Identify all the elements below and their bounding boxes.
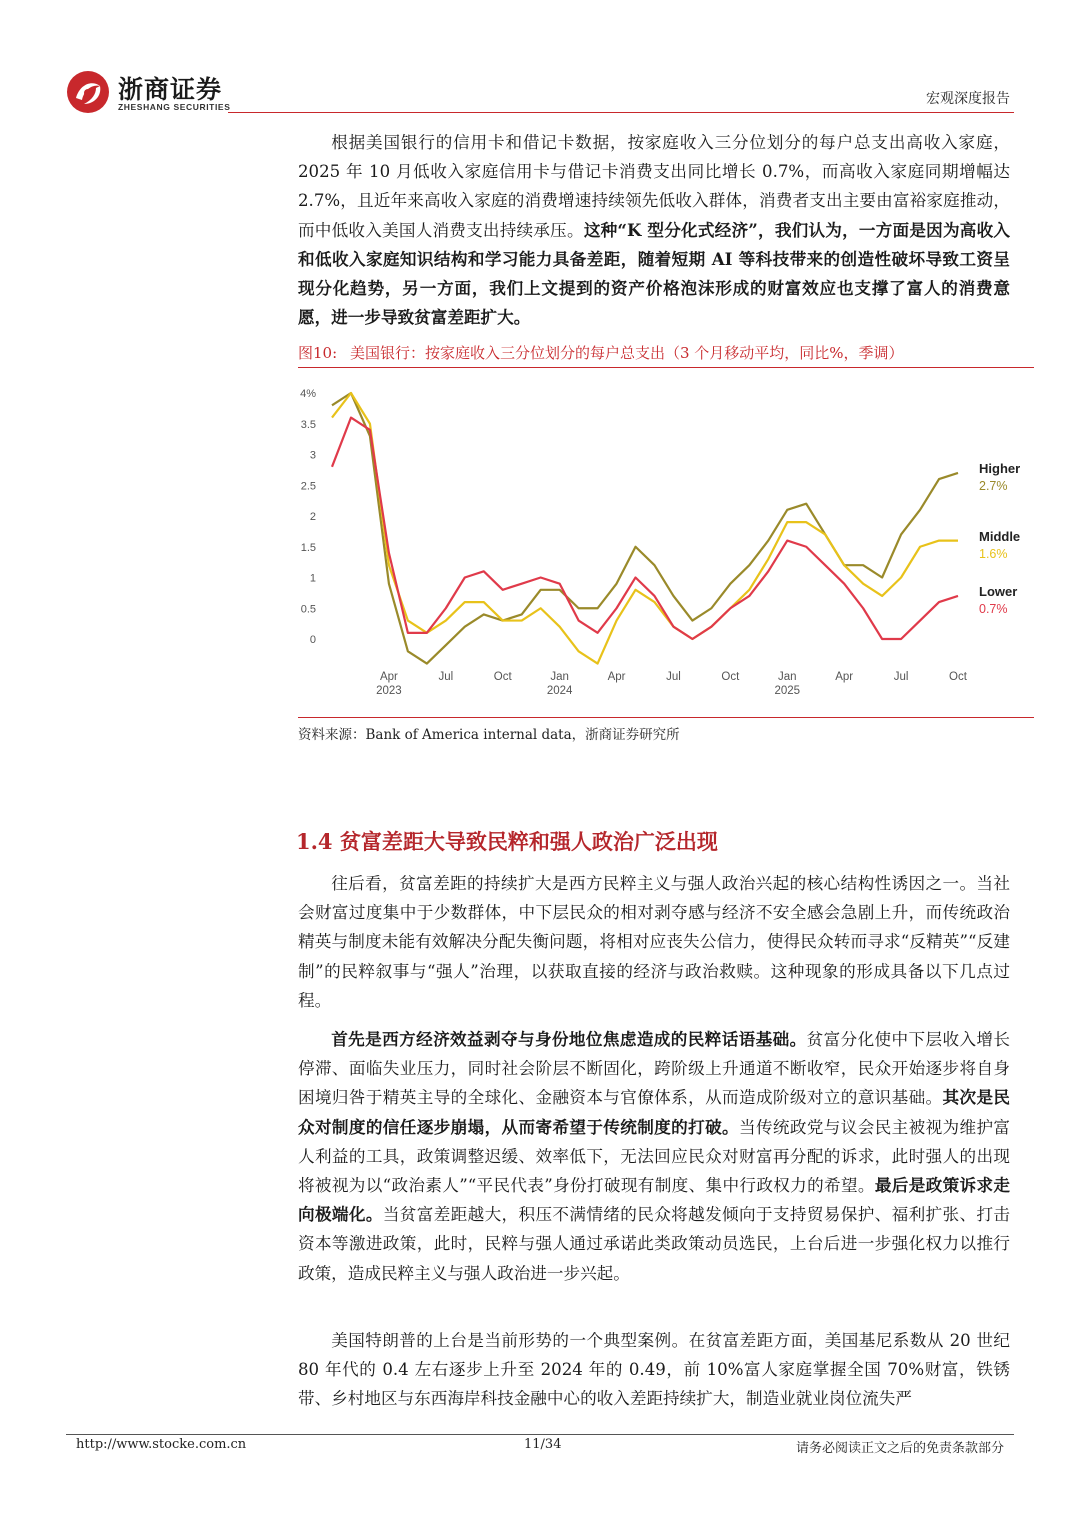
figure-title: 美国银行：按家庭收入三分位划分的每户总支出（3 个月移动平均，同比%，季调） (349, 344, 904, 362)
y-tick-label: 3 (309, 449, 316, 462)
y-tick-label: 2 (309, 511, 316, 523)
figure-caption (298, 342, 904, 363)
footer-disclaimer: 请务必阅读正文之后的免责条款部分 (795, 1441, 1004, 1456)
x-tick-label: Oct (949, 671, 967, 683)
y-tick-label: 4% (300, 388, 316, 400)
series-end-value-middle: 1.6% (979, 547, 1008, 561)
point-2-text: 当传统政党与议会民主被视为维护富人利益的工具，政策调整迟缓、效率低下，无法回应民众对财富再分配的诉求，此时强人的出现将被视为以“政治素人”“平民代表”身份打破现有制度、集中行政权力的希望。 (298, 1117, 1011, 1196)
intro-paragraph (298, 128, 1010, 332)
x-tick-year-label: 2025 (774, 685, 801, 697)
series-line-lower (332, 418, 958, 639)
header-divider (228, 112, 1014, 113)
zheshang-logo-icon (66, 70, 110, 114)
y-tick-label: 3.5 (300, 418, 316, 431)
page-number: 11/34 (524, 1437, 562, 1452)
series-label-higher: Higher (979, 461, 1021, 476)
figure-source: 资料来源：Bank of America internal data，浙商证券研究所 (298, 727, 680, 743)
series-end-value-higher: 2.7% (979, 479, 1008, 493)
point-3-text: 当贫富差距越大，积压不满情绪的民众将越发倾向于支持贸易保护、福利扩张、打击资本等激进政策，此时，民粹与强人通过承诺此类政策动员选民，上台后进一步强化权力以推行政策，造成民粹主义与强人政治进一步兴起。 (298, 1205, 1011, 1283)
point-1-text: 贫富分化使中下层收入增长停滞、面临失业压力，同时社会阶层不断固化，跨阶级上升通道不断收窄，民众开始逐步将自身困境归咎于精英主导的全球化、金融资本与官僚体系，从而造成阶级对立的意识基础。 (298, 1030, 1010, 1108)
y-tick-label: 1 (309, 572, 316, 585)
x-tick-label: Jan (550, 671, 569, 683)
y-tick-label: 2.5 (300, 480, 316, 493)
spending-line-chart (298, 378, 1034, 708)
figure-top-rule (298, 367, 1034, 368)
series-line-middle (332, 393, 958, 664)
x-tick-label: Apr (835, 671, 854, 683)
section-paragraph-3: 美国特朗普的上台是当前形势的一个典型案例。在贫富差距方面，美国基尼系数从 20 世纪 80 年代的 0.4 左右逐步上升至 2024 年的 0.49，前 10%富人家庭掌握全国 70%财富，铁锈带、乡村地区与东西海岸科技金融中心的收入差距持续扩大，制造业就业岗位流失严 (298, 1331, 1010, 1409)
section-paragraph-2 (298, 1025, 1010, 1288)
x-tick-label: Jul (666, 671, 681, 683)
series-label-middle: Middle (979, 529, 1021, 544)
series-label-lower: Lower (979, 584, 1018, 599)
figure-bottom-rule (298, 717, 1034, 718)
section-heading: 1.4 贫富差距大导致民粹和强人政治广泛出现 (296, 829, 718, 854)
x-tick-label: Oct (493, 671, 512, 683)
company-name-cn: 浙商证券 (118, 75, 223, 104)
intro-text: 根据美国银行的信用卡和借记卡数据，按家庭收入三分位划分的每户总支出高收入家庭，2025 年 10 月低收入家庭信用卡与借记卡消费支出同比增长 0.7%，而高收入家庭同期增幅达 2.7%，且近年来高收入家庭的消费增速持续领先低收入群体，消费者支出主要由富裕家庭推动，而中低收入美国人消费支出持续承压。 (298, 133, 1010, 240)
x-tick-label: Jul (893, 671, 909, 683)
x-tick-year-label: 2023 (376, 685, 402, 697)
x-tick-year-label: 2024 (546, 685, 573, 697)
company-name-en: ZHESHANG SECURITIES (118, 102, 231, 112)
chart-container (298, 378, 1034, 708)
y-tick-label: 1.5 (300, 541, 316, 554)
y-tick-label: 0 (309, 634, 316, 646)
series-line-higher (332, 393, 958, 664)
y-tick-label: 0.5 (300, 603, 316, 616)
figure-label: 图10: (298, 344, 338, 362)
x-tick-label: Apr (607, 671, 626, 683)
x-tick-label: Jan (777, 671, 797, 683)
x-tick-label: Jul (438, 671, 454, 683)
footer-divider (66, 1434, 1014, 1435)
section-paragraph-1: 往后看，贫富差距的持续扩大是西方民粹主义与强人政治兴起的核心结构性诱因之一。当社会财富过度集中于少数群体，中下层民众的相对剥夺感与经济不安全感会急剧上升，而传统政治精英与制度未能有效解决分配失衡问题，将相对应丧失公信力，使得民众转而寻求“反精英”“反建制”的民粹叙事与“强人”治理，以获取直接的经济与政治救赎。这种现象的形成具备以下几点过程。 (298, 874, 1010, 1010)
footer-url[interactable]: http://www.stocke.com.cn (76, 1437, 247, 1452)
company-logo (66, 70, 296, 118)
x-tick-label: Oct (721, 671, 740, 683)
point-1-heading: 首先是西方经济效益剥夺与身份地位焦虑造成的民粹话语基础。 (331, 1029, 807, 1049)
point-3-heading: 最后是政策诉求走向极端化。 (298, 1175, 1010, 1225)
report-type: 宏观深度报告 (926, 91, 1010, 107)
series-end-value-lower: 0.7% (979, 602, 1008, 616)
intro-bold-text: 这种“K 型分化式经济”，我们认为，一方面是因为高收入和低收入家庭知识结构和学习能力具备差距，随着短期 AI 等科技带来的创造性破坏导致工资呈现分化趋势，另一方面，我们上文提到的资产价格泡沫形成的财富效应也支撑了富人的消费意愿，进一步导致贫富差距扩大。 (298, 219, 1010, 328)
x-tick-label: Apr (379, 671, 398, 683)
point-2-heading: 其次是民众对制度的信任逐步崩塌，从而寄希望于传统制度的打破。 (298, 1087, 1011, 1137)
